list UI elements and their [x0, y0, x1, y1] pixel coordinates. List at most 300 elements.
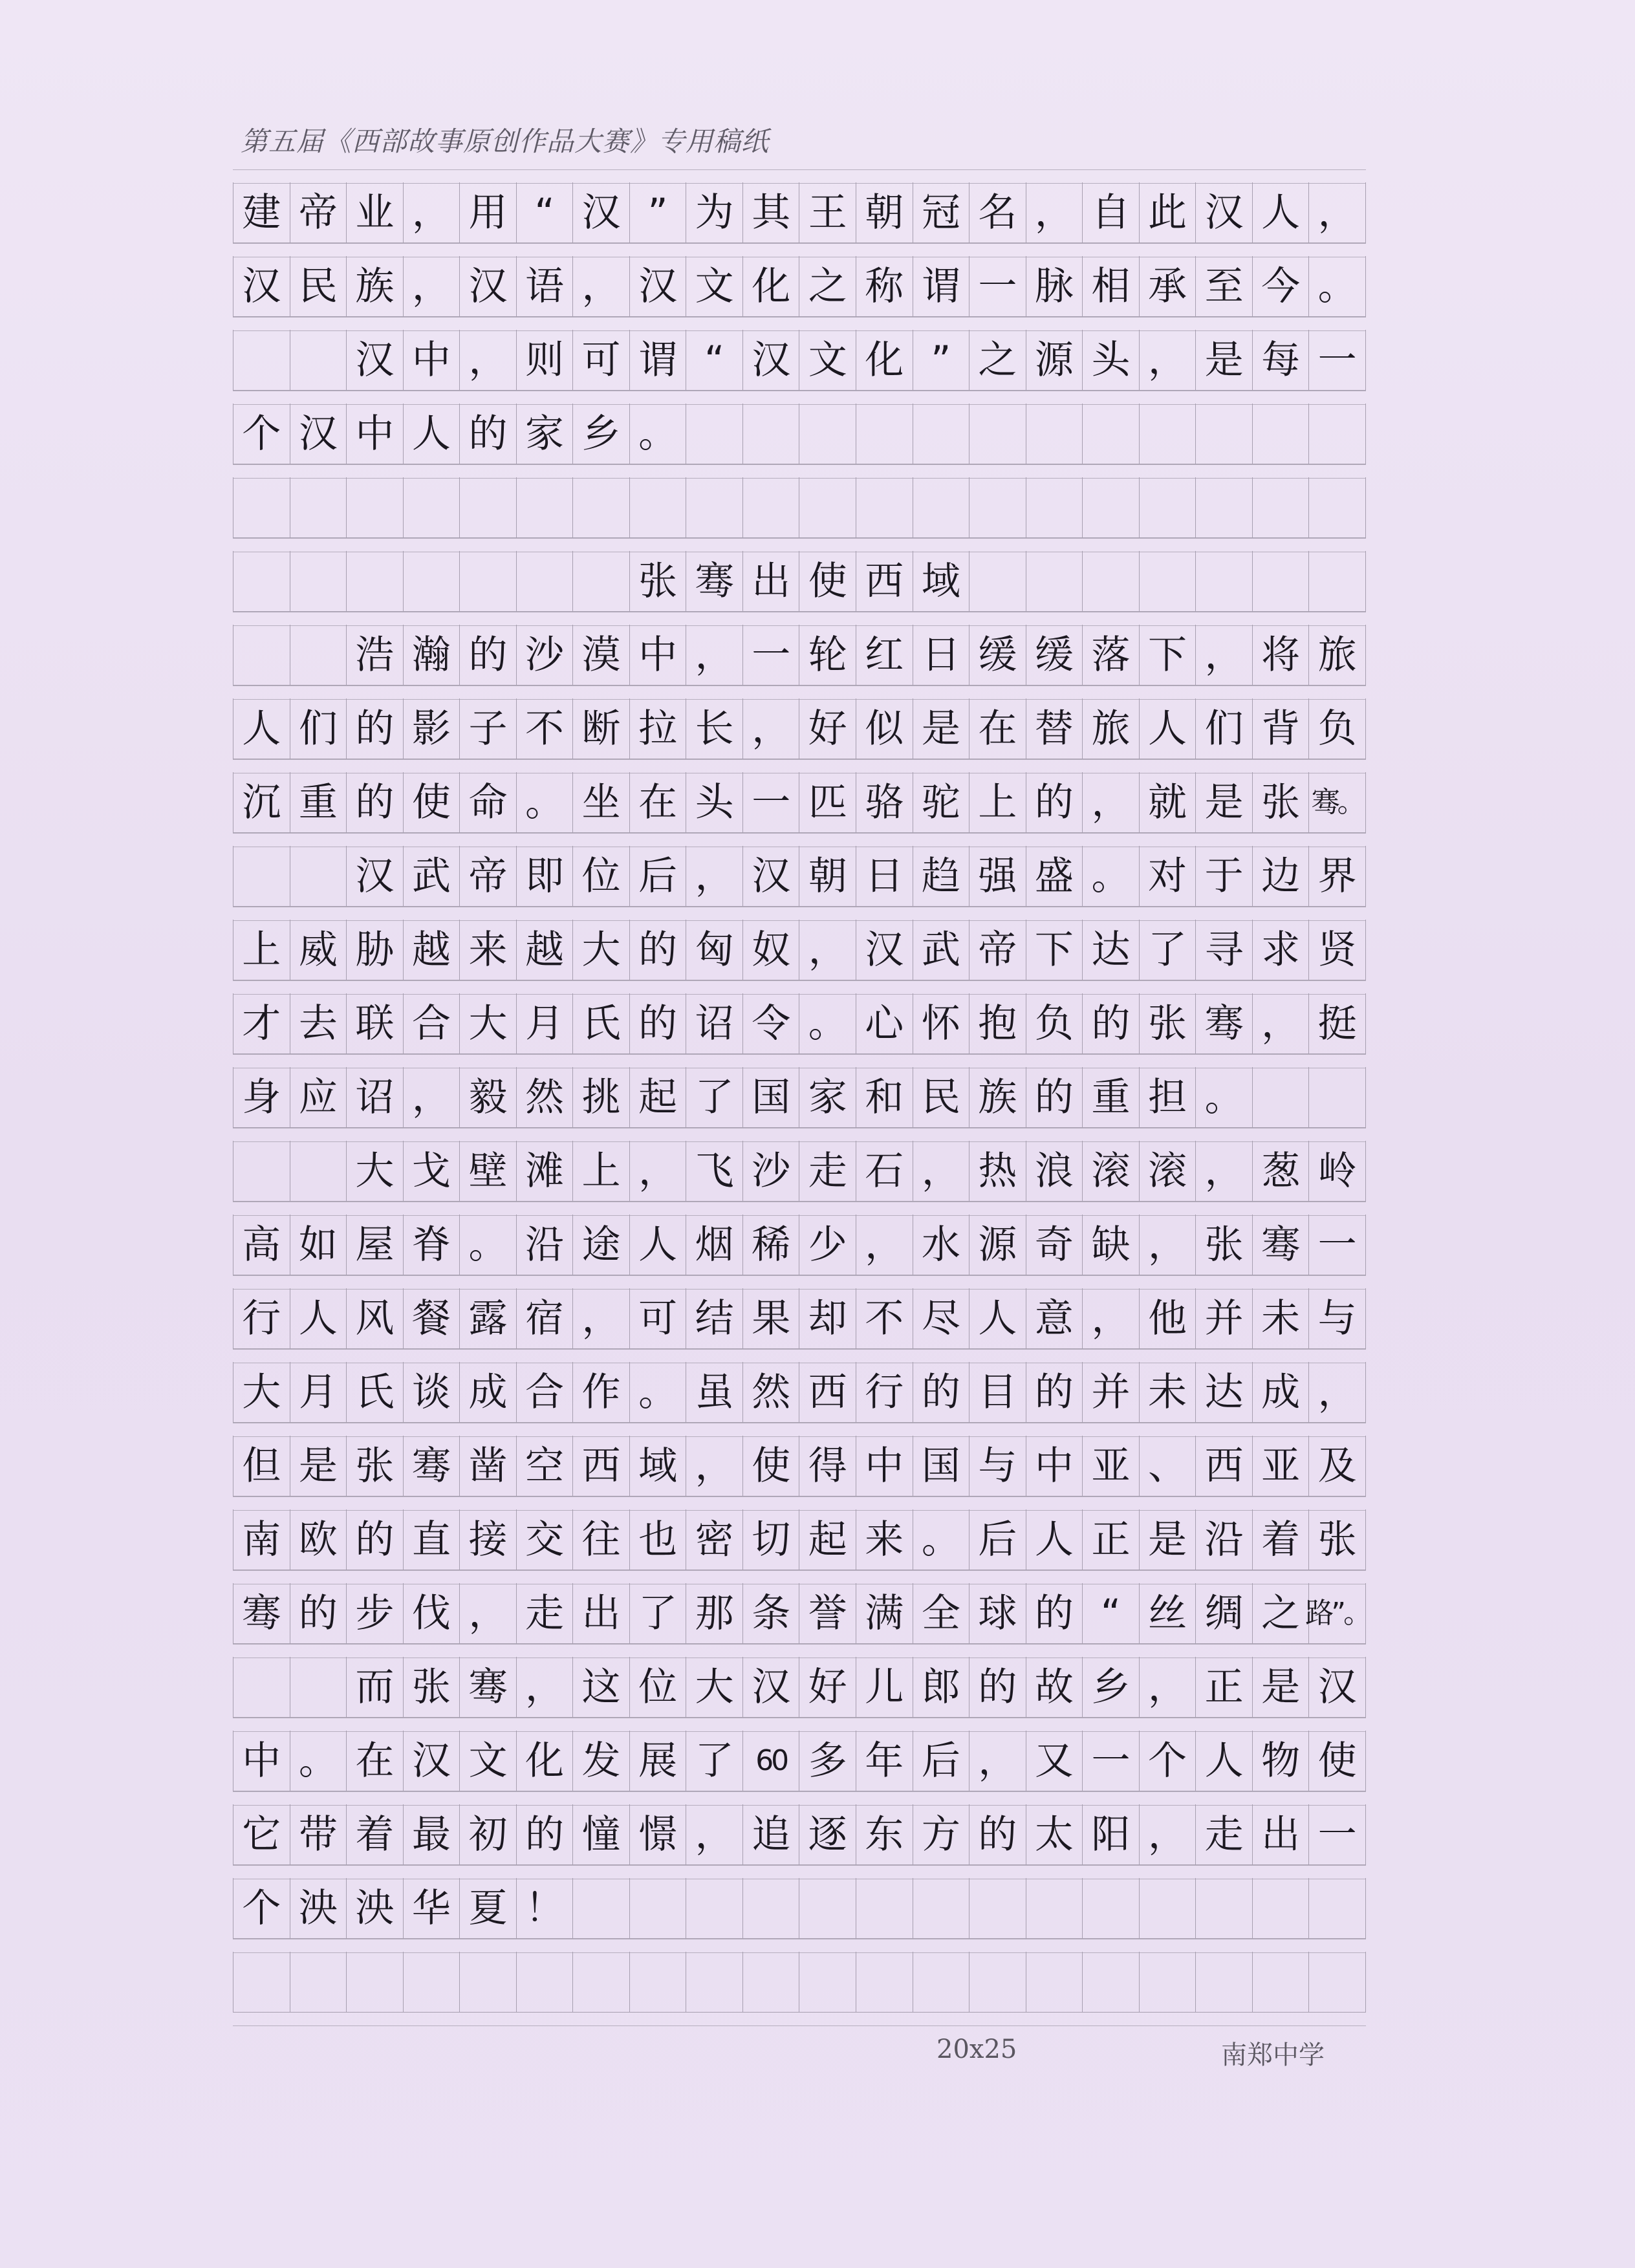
grid-row — [233, 907, 1366, 980]
grid-cell: 身 — [233, 1067, 290, 1128]
grid-cell: 憬 — [630, 1804, 687, 1865]
grid-cell: 汉 — [1309, 1657, 1366, 1718]
grid-cell: 全 — [913, 1583, 970, 1644]
grid-cell — [1140, 1878, 1196, 1939]
grid-cell: ， — [1196, 625, 1253, 686]
row-cells — [233, 1288, 1366, 1349]
grid-cell: ， — [573, 256, 630, 317]
grid-cell — [1253, 477, 1310, 538]
grid-cell: 的 — [630, 920, 687, 980]
grid-cell: 了 — [1140, 920, 1196, 980]
grid-cell: 来 — [460, 920, 517, 980]
grid-cell: 汉 — [404, 1731, 460, 1791]
grid-cell: 匹 — [799, 772, 856, 833]
grid-cell: 相 — [1083, 256, 1140, 317]
grid-cell: 骞 — [1196, 993, 1253, 1054]
grid-cell: ， — [1140, 1657, 1196, 1718]
grid-cell: 断 — [573, 698, 630, 759]
grid-cell: 一 — [743, 772, 800, 833]
grid-cell — [1196, 1878, 1253, 1939]
grid-cell — [573, 551, 630, 612]
grid-cell: 坐 — [573, 772, 630, 833]
grid-cell — [1309, 551, 1366, 612]
grid-cell — [233, 477, 290, 538]
grid-cell: 去 — [290, 993, 347, 1054]
grid-cell: ， — [969, 1731, 1026, 1791]
grid-cell: 的 — [347, 1509, 404, 1570]
grid-cell: 绸 — [1196, 1583, 1253, 1644]
grid-cell: 朝 — [799, 846, 856, 907]
row-cells — [233, 1215, 1366, 1275]
grid-cell: 。 — [1083, 846, 1140, 907]
grid-cell — [1026, 551, 1083, 612]
grid-cell — [743, 1878, 800, 1939]
grid-cell: 餐 — [404, 1288, 460, 1349]
row-cells — [233, 1657, 1366, 1718]
grid-cell: 成 — [460, 1362, 517, 1423]
grid-cell: 路”。 — [1309, 1583, 1366, 1644]
grid-cell: 。 — [1196, 1067, 1253, 1128]
grid-row — [233, 1202, 1366, 1275]
grid-cell: 人 — [630, 1215, 687, 1275]
grid-cell: 凿 — [460, 1436, 517, 1496]
grid-cell: ， — [799, 920, 856, 980]
grid-cell: 壁 — [460, 1141, 517, 1202]
grid-cell: ， — [1140, 330, 1196, 391]
grid-cell: ， — [686, 1804, 743, 1865]
grid-cell: 替 — [1026, 698, 1083, 759]
grid-cell: 张 — [347, 1436, 404, 1496]
grid-cell: 浩 — [347, 625, 404, 686]
grid-cell: 西 — [1196, 1436, 1253, 1496]
grid-cell: 则 — [517, 330, 574, 391]
grid-cell: 帝 — [969, 920, 1026, 980]
grid-cell: 戈 — [404, 1141, 460, 1202]
grid-cell: 日 — [913, 625, 970, 686]
grid-cell: 但 — [233, 1436, 290, 1496]
grid-cell: 下 — [1140, 625, 1196, 686]
grid-cell: 稀 — [743, 1215, 800, 1275]
grid-cell: 西 — [799, 1362, 856, 1423]
grid-cell: 化 — [743, 256, 800, 317]
grid-cell: 国 — [743, 1067, 800, 1128]
grid-cell: 令 — [743, 993, 800, 1054]
grid-cell: 葱 — [1253, 1141, 1310, 1202]
grid-cell: 上 — [969, 772, 1026, 833]
row-gap-band — [233, 1423, 1366, 1437]
grid-cell: 一 — [1309, 330, 1366, 391]
grid-cell: 亚 — [1253, 1436, 1310, 1496]
grid-cell: 露 — [460, 1288, 517, 1349]
grid-cell: 化 — [856, 330, 913, 391]
grid-cell — [630, 1952, 687, 2013]
grid-cell — [573, 1952, 630, 2013]
grid-cell: ， — [404, 182, 460, 243]
grid-cell: 人 — [290, 1288, 347, 1349]
grid-cell: ， — [1309, 1362, 1366, 1423]
grid-cell: 的 — [1026, 1067, 1083, 1128]
row-gap-band — [233, 464, 1366, 479]
grid-cell — [460, 551, 517, 612]
row-cells — [233, 993, 1366, 1054]
grid-cell — [233, 1141, 290, 1202]
grid-cell: 今 — [1253, 256, 1310, 317]
grid-cell: 亚 — [1083, 1436, 1140, 1496]
row-cells — [233, 846, 1366, 907]
grid-cell: 个 — [233, 1878, 290, 1939]
grid-cell: ， — [856, 1215, 913, 1275]
grid-cell: ， — [686, 1436, 743, 1496]
grid-cell: 王 — [799, 182, 856, 243]
grid-cell: ， — [1083, 1288, 1140, 1349]
grid-cell: 子 — [460, 698, 517, 759]
grid-cell: 接 — [460, 1509, 517, 1570]
grid-cell — [517, 477, 574, 538]
grid-cell — [1083, 551, 1140, 612]
grid-cell: 汉 — [573, 182, 630, 243]
grid-cell: 一 — [1309, 1804, 1366, 1865]
grid-cell: 正 — [1196, 1657, 1253, 1718]
grid-cell: 也 — [630, 1509, 687, 1570]
grid-cell: 民 — [913, 1067, 970, 1128]
grid-cell — [1140, 477, 1196, 538]
grid-cell: ， — [1026, 182, 1083, 243]
grid-cell: 负 — [1026, 993, 1083, 1054]
grid-row — [233, 1423, 1366, 1496]
grid-cell: 起 — [799, 1509, 856, 1570]
grid-cell: 满 — [856, 1583, 913, 1644]
grid-cell: 未 — [1253, 1288, 1310, 1349]
grid-cell: 。 — [1309, 256, 1366, 317]
grid-cell: 中 — [233, 1731, 290, 1791]
grid-cell — [630, 477, 687, 538]
grid-cell: 郎 — [913, 1657, 970, 1718]
grid-cell — [743, 477, 800, 538]
grid-cell: ， — [686, 846, 743, 907]
grid-cell: 方 — [913, 1804, 970, 1865]
grid-cell: 头 — [686, 772, 743, 833]
grid-cell: 的 — [913, 1362, 970, 1423]
grid-cell: 张 — [404, 1657, 460, 1718]
grid-cell: 的 — [1026, 772, 1083, 833]
grid-cell: 张 — [630, 551, 687, 612]
grid-cell — [856, 477, 913, 538]
grid-cell: 趋 — [913, 846, 970, 907]
grid-cell: 族 — [347, 256, 404, 317]
grid-cell: 意 — [1026, 1288, 1083, 1349]
grid-cell: 张 — [1309, 1509, 1366, 1570]
grid-cell: 的 — [1026, 1583, 1083, 1644]
grid-cell: 逐 — [799, 1804, 856, 1865]
row-cells — [233, 1141, 1366, 1202]
paper-header-title: 第五届《西部故事原创作品大赛》专用稿纸 — [241, 125, 770, 157]
grid-cell: 至 — [1196, 256, 1253, 317]
row-cells — [233, 1362, 1366, 1423]
grid-cell: 正 — [1083, 1509, 1140, 1570]
grid-cell: 热 — [969, 1141, 1026, 1202]
grid-cell: 谓 — [630, 330, 687, 391]
grid-cell — [233, 1952, 290, 2013]
grid-cell: 之 — [799, 256, 856, 317]
grid-row — [233, 686, 1366, 759]
grid-cell: 文 — [686, 256, 743, 317]
grid-cell: 是 — [290, 1436, 347, 1496]
grid-cell — [1196, 551, 1253, 612]
grid-cell — [1196, 404, 1253, 464]
grid-cell: 用 — [460, 182, 517, 243]
grid-cell: 语 — [517, 256, 574, 317]
grid-cell: 在 — [969, 698, 1026, 759]
grid-cell: 骞 — [233, 1583, 290, 1644]
grid-cell: 是 — [913, 698, 970, 759]
grid-cell: 诏 — [347, 1067, 404, 1128]
grid-cell: 为 — [686, 182, 743, 243]
grid-cell: 就 — [1140, 772, 1196, 833]
grid-cell: 位 — [630, 1657, 687, 1718]
grid-cell — [573, 1878, 630, 1939]
row-gap-band — [233, 317, 1366, 331]
grid-cell — [969, 551, 1026, 612]
grid-cell: 一 — [1309, 1215, 1366, 1275]
grid-cell: 月 — [517, 993, 574, 1054]
grid-cell — [460, 1952, 517, 2013]
row-cells — [233, 1952, 1366, 2013]
grid-row — [233, 1496, 1366, 1570]
row-cells — [233, 1067, 1366, 1128]
grid-cell: 张 — [1140, 993, 1196, 1054]
grid-cell — [1253, 1067, 1310, 1128]
grid-cell: ” — [913, 330, 970, 391]
grid-cell — [799, 1952, 856, 2013]
grid-cell: 瀚 — [404, 625, 460, 686]
grid-cell — [1083, 1952, 1140, 2013]
grid-cell: 合 — [404, 993, 460, 1054]
grid-cell: 伐 — [404, 1583, 460, 1644]
grid-cell: 于 — [1196, 846, 1253, 907]
grid-cell: 东 — [856, 1804, 913, 1865]
grid-cell: 称 — [856, 256, 913, 317]
grid-cell — [1083, 1878, 1140, 1939]
grid-cell — [630, 1878, 687, 1939]
grid-cell — [1140, 404, 1196, 464]
grid-cell: 后 — [969, 1509, 1026, 1570]
grid-row — [233, 317, 1366, 391]
grid-cell: 却 — [799, 1288, 856, 1349]
row-gap-band — [233, 1865, 1366, 1879]
grid-cell — [290, 551, 347, 612]
grid-row — [233, 538, 1366, 612]
grid-cell: 60 — [743, 1731, 800, 1791]
grid-cell — [913, 404, 970, 464]
row-cells — [233, 330, 1366, 391]
grid-bottom-band — [233, 2013, 1366, 2026]
grid-cell: ， — [517, 1657, 574, 1718]
grid-cell — [290, 330, 347, 391]
grid-cell: 命 — [460, 772, 517, 833]
grid-cell: 水 — [913, 1215, 970, 1275]
grid-cell: 汉 — [743, 1657, 800, 1718]
row-gap-band — [233, 1791, 1366, 1806]
grid-cell: 个 — [233, 404, 290, 464]
grid-cell: 人 — [1253, 182, 1310, 243]
grid-cell: 少 — [799, 1215, 856, 1275]
grid-cell: 阳 — [1083, 1804, 1140, 1865]
row-gap-band — [233, 759, 1366, 773]
grid-row — [233, 1054, 1366, 1128]
grid-cell: 大 — [573, 920, 630, 980]
grid-cell: 风 — [347, 1288, 404, 1349]
grid-cell: 寻 — [1196, 920, 1253, 980]
grid-cell: 缺 — [1083, 1215, 1140, 1275]
grid-cell: 文 — [799, 330, 856, 391]
grid-cell: 那 — [686, 1583, 743, 1644]
grid-cell — [1140, 551, 1196, 612]
grid-cell: 轮 — [799, 625, 856, 686]
grid-cell: 他 — [1140, 1288, 1196, 1349]
grid-cell: 行 — [856, 1362, 913, 1423]
grid-cell: 奴 — [743, 920, 800, 980]
grid-cell: 大 — [460, 993, 517, 1054]
grid-cell: 来 — [856, 1509, 913, 1570]
grid-cell: 日 — [856, 846, 913, 907]
grid-cell: 位 — [573, 846, 630, 907]
row-gap-band — [233, 391, 1366, 405]
grid-cell: 漠 — [573, 625, 630, 686]
grid-cell — [573, 477, 630, 538]
grid-cell: 乡 — [573, 404, 630, 464]
grid-cell: 人 — [233, 698, 290, 759]
grid-cell: 浪 — [1026, 1141, 1083, 1202]
grid-cell: 使 — [799, 551, 856, 612]
grid-cell — [1140, 1952, 1196, 2013]
grid-row — [233, 1939, 1366, 2013]
grid-cell — [913, 477, 970, 538]
grid-cell: 族 — [969, 1067, 1026, 1128]
grid-cell — [1309, 404, 1366, 464]
grid-cell: 儿 — [856, 1657, 913, 1718]
grid-cell: 又 — [1026, 1731, 1083, 1791]
grid-cell: 了 — [686, 1731, 743, 1791]
grid-cell — [1196, 477, 1253, 538]
grid-cell: 文 — [460, 1731, 517, 1791]
grid-cell — [1253, 1878, 1310, 1939]
row-gap-band — [233, 980, 1366, 995]
manuscript-grid — [233, 169, 1370, 2026]
grid-cell: 成 — [1253, 1362, 1310, 1423]
grid-cell: 对 — [1140, 846, 1196, 907]
grid-cell: 下 — [1026, 920, 1083, 980]
grid-cell: 密 — [686, 1509, 743, 1570]
grid-cell: 拉 — [630, 698, 687, 759]
grid-cell: 虽 — [686, 1362, 743, 1423]
grid-cell: 心 — [856, 993, 913, 1054]
grid-cell: 西 — [573, 1436, 630, 1496]
school-name: 南郑中学 — [1221, 2040, 1325, 2070]
grid-cell: 誉 — [799, 1583, 856, 1644]
grid-cell: 是 — [1196, 772, 1253, 833]
grid-cell: 合 — [517, 1362, 574, 1423]
grid-cell: 中 — [404, 330, 460, 391]
grid-cell: 步 — [347, 1583, 404, 1644]
grid-cell — [290, 625, 347, 686]
grid-cell: 奇 — [1026, 1215, 1083, 1275]
grid-cell — [856, 1952, 913, 2013]
grid-cell: 之 — [1253, 1583, 1310, 1644]
grid-cell — [1026, 404, 1083, 464]
grid-cell: 担 — [1140, 1067, 1196, 1128]
grid-cell: ， — [573, 1288, 630, 1349]
grid-cell: 然 — [743, 1362, 800, 1423]
grid-cell: 丝 — [1140, 1583, 1196, 1644]
grid-cell: 不 — [517, 698, 574, 759]
grid-cell: ， — [1083, 772, 1140, 833]
grid-cell — [1083, 404, 1140, 464]
grid-cell: ， — [686, 625, 743, 686]
row-gap-band — [233, 169, 1366, 184]
grid-cell: 每 — [1253, 330, 1310, 391]
grid-cell: 往 — [573, 1509, 630, 1570]
grid-cell: ， — [1253, 993, 1310, 1054]
grid-row — [233, 1275, 1366, 1349]
grid-cell — [290, 846, 347, 907]
grid-cell: 谈 — [404, 1362, 460, 1423]
grid-cell: 中 — [347, 404, 404, 464]
grid-cell: 重 — [290, 772, 347, 833]
grid-cell: 界 — [1309, 846, 1366, 907]
grid-cell — [1026, 1952, 1083, 2013]
grid-cell: 驼 — [913, 772, 970, 833]
grid-cell: 了 — [630, 1583, 687, 1644]
grid-cell: 得 — [799, 1436, 856, 1496]
grid-cell: ， — [460, 330, 517, 391]
grid-cell: ， — [1309, 182, 1366, 243]
grid-cell: 汉 — [233, 256, 290, 317]
grid-cell: 人 — [1140, 698, 1196, 759]
grid-cell — [290, 477, 347, 538]
row-cells — [233, 920, 1366, 980]
grid-cell: 诏 — [686, 993, 743, 1054]
grid-cell: 域 — [913, 551, 970, 612]
grid-row — [233, 391, 1366, 464]
grid-cell: 即 — [517, 846, 574, 907]
grid-cell — [517, 551, 574, 612]
grid-cell — [517, 1952, 574, 2013]
grid-cell: 汉 — [347, 846, 404, 907]
grid-cell — [969, 1878, 1026, 1939]
grid-cell — [404, 1952, 460, 2013]
grid-cell: 宿 — [517, 1288, 574, 1349]
grid-cell: 。 — [290, 1731, 347, 1791]
grid-cell: 最 — [404, 1804, 460, 1865]
row-gap-band — [233, 907, 1366, 921]
row-cells — [233, 1509, 1366, 1570]
grid-cell — [233, 1657, 290, 1718]
grid-cell: 滚 — [1140, 1141, 1196, 1202]
grid-cell: 们 — [1196, 698, 1253, 759]
grid-cell: 源 — [969, 1215, 1026, 1275]
grid-cell: 是 — [1196, 330, 1253, 391]
grid-cell: 高 — [233, 1215, 290, 1275]
grid-cell: 不 — [856, 1288, 913, 1349]
grid-cell: 行 — [233, 1288, 290, 1349]
grid-cell — [233, 330, 290, 391]
grid-cell: 民 — [290, 256, 347, 317]
grid-cell — [743, 404, 800, 464]
grid-cell: 骞。 — [1309, 772, 1366, 833]
row-gap-band — [233, 1202, 1366, 1216]
grid-row — [233, 1718, 1366, 1791]
grid-cell: 的 — [1083, 993, 1140, 1054]
